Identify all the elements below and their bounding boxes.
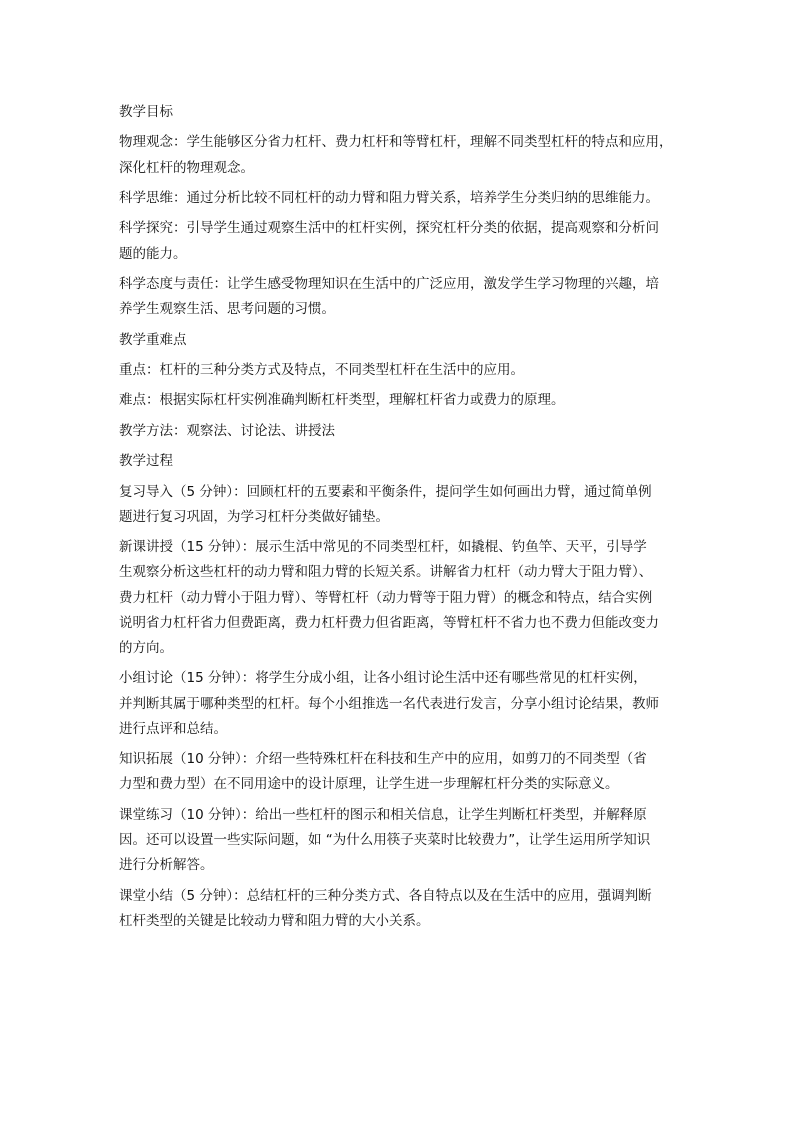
paragraph-new-lesson-cont-2: 费力杠杆（动力臂小于阻力臂）、等臂杠杆（动力臂等于阻力臂）的概念和特点，结合实例: [119, 589, 653, 606]
paragraph-class-summary-cont: 杠杆类型的关键是比较动力臂和阻力臂的大小关系。: [119, 912, 430, 929]
paragraph-scientific-inquiry-cont: 题的能力。: [119, 245, 187, 262]
paragraph-physics-concept-cont: 深化杠杆的物理观念。: [119, 159, 254, 176]
paragraph-group-discussion: 小组讨论（15 分钟）：将学生分成小组，让各小组讨论生活中还有哪些常见的杠杆实例，: [119, 670, 647, 687]
paragraph-new-lesson-cont-1: 生观察分析这些杠杆的动力臂和阻力臂的长短关系。讲解省力杠杆（动力臂大于阻力臂）、: [119, 564, 653, 581]
paragraph-class-summary: 课堂小结（5 分钟）：总结杠杆的三种分类方式、各自特点以及在生活中的应用，强调判断: [119, 887, 652, 904]
section-heading-objectives: 教学目标: [119, 104, 173, 120]
section-heading-key-points: 教学重难点: [119, 331, 187, 348]
paragraph-new-lesson-cont-4: 的方向。: [119, 639, 173, 656]
paragraph-difficult-point: 难点：根据实际杠杆实例准确判断杠杆类型，理解杠杆省力或费力的原理。: [119, 392, 565, 409]
paragraph-class-exercise: 课堂练习（10 分钟）：给出一些杠杆的图示和相关信息，让学生判断杠杆类型，并解释原: [119, 806, 647, 823]
paragraph-new-lesson: 新课讲授（15 分钟）：展示生活中常见的不同类型杠杆，如撬棍、钓鱼竿、天平，引导学: [119, 539, 647, 556]
paragraph-class-exercise-cont-2: 进行分析解答。: [119, 857, 214, 874]
paragraph-scientific-thinking: 科学思维：通过分析比较不同杠杆的动力臂和阻力臂关系，培养学生分类归纳的思维能力。: [119, 189, 659, 206]
document-body: [119, 100, 679, 934]
paragraph-scientific-inquiry: 科学探究：引导学生通过观察生活中的杠杆实例，探究杠杆分类的依据，提高观察和分析问: [119, 220, 659, 237]
paragraph-review-intro: 复习导入（5 分钟）：回顾杠杆的五要素和平衡条件，提问学生如何画出力臂，通过简单例: [119, 483, 652, 500]
paragraph-physics-concept: 物理观念：学生能够区分省力杠杆、费力杠杆和等臂杠杆，理解不同类型杠杆的特点和应用，: [119, 134, 673, 151]
paragraph-attitude-responsibility-cont: 养学生观察生活、思考问题的习惯。: [119, 301, 335, 318]
paragraph-attitude-responsibility: 科学态度与责任：让学生感受物理知识在生活中的广泛应用，激发学生学习物理的兴趣，培: [119, 275, 659, 292]
paragraph-group-discussion-cont-1: 并判断其属于哪种类型的杠杆。每个小组推选一名代表进行发言，分享小组讨论结果，教师: [119, 695, 659, 712]
paragraph-teaching-methods: 教学方法：观察法、讨论法、讲授法: [119, 422, 335, 439]
paragraph-knowledge-extension: 知识拓展（10 分钟）：介绍一些特殊杠杆在科技和生产中的应用，如剪刀的不同类型（省: [119, 751, 647, 768]
paragraph-key-point: 重点：杠杆的三种分类方式及特点，不同类型杠杆在生活中的应用。: [119, 361, 524, 378]
paragraph-new-lesson-cont-3: 说明省力杠杆省力但费距离，费力杠杆费力但省距离，等臂杠杆不省力也不费力但能改变力: [119, 614, 659, 631]
paragraph-review-intro-cont: 题进行复习巩固，为学习杠杆分类做好铺垫。: [119, 508, 389, 525]
paragraph-class-exercise-cont-1: 因。还可以设置一些实际问题，如 “为什么用筷子夹菜时比较费力”，让学生运用所学知识: [119, 831, 651, 848]
section-heading-process: 教学过程: [119, 453, 173, 470]
paragraph-group-discussion-cont-2: 进行点评和总结。: [119, 720, 227, 737]
paragraph-knowledge-extension-cont: 力型和费力型）在不同用途中的设计原理，让学生进一步理解杠杆分类的实际意义。: [119, 776, 619, 793]
